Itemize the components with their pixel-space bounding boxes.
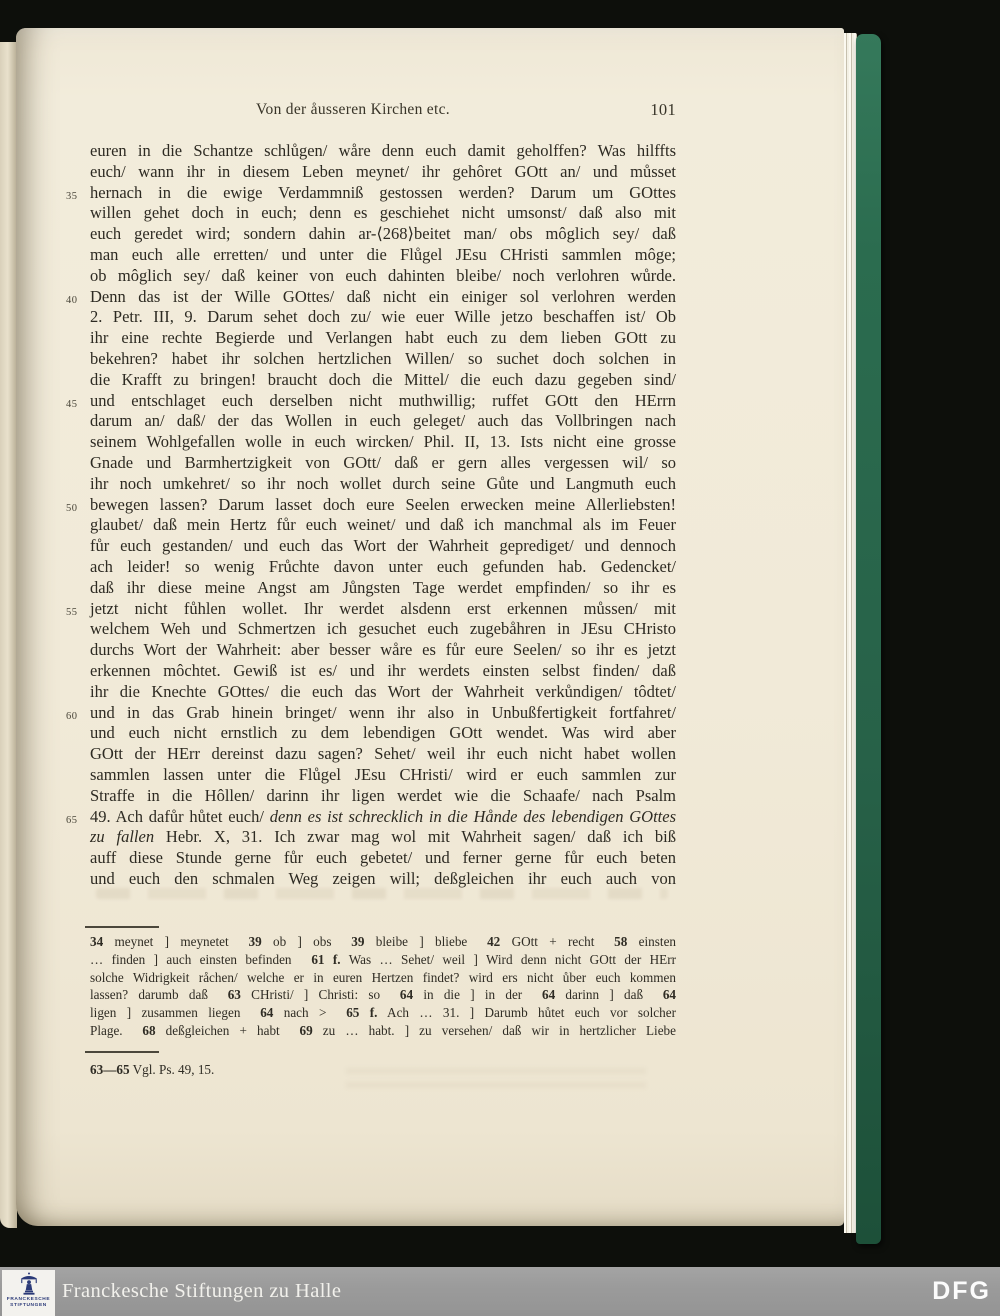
text-line xyxy=(90,848,676,869)
text-segment: 65 f. xyxy=(346,1005,378,1021)
text-line xyxy=(90,203,676,224)
apparatus-line xyxy=(90,1004,676,1022)
text-line xyxy=(66,182,676,204)
text-segment: CHristi/ ] Christi: so xyxy=(240,987,400,1003)
text-segment: 64 xyxy=(260,1005,274,1021)
text-segment: darum an/ daß/ der das Wollen in euch geleget/ auch das Vollbringen nach xyxy=(90,411,676,431)
text-segment: ihr noch umkehret/ so ihr noch wollet durch seine Gůte und Langmuth euch xyxy=(90,473,676,493)
text-segment: welchem Weh und Schmertzen ich gesuchet euch zugebåhren in JEsu CHristo xyxy=(90,619,676,639)
text-segment: daß ihr diese meine Angst am Jůngsten Tage werdet empfinden/ so ihr es xyxy=(90,577,676,597)
text-segment: zu … habt. ] zu versehen/ daß wir in hertzlicher Liebe xyxy=(312,1022,676,1038)
text-segment: 34 xyxy=(90,934,104,949)
text-line xyxy=(90,515,676,536)
text-segment: Denn das ist der Wille GOttes/ daß nicht ein einiger sol verlohren werden xyxy=(90,286,676,306)
text-segment: Was … Sehet/ weil ] Wird denn nicht GOtt der HErr xyxy=(340,951,676,967)
text-segment: ligen ] zusammen liegen xyxy=(90,1005,261,1021)
logo-caption-line2: STIFTUNGEN xyxy=(10,1302,47,1308)
book-cover-green xyxy=(856,34,881,1244)
text-segment: ob ] obs xyxy=(261,934,352,949)
apparatus-line xyxy=(90,986,676,1004)
text-line xyxy=(90,723,676,744)
text-line xyxy=(90,162,676,183)
text-line xyxy=(90,474,676,495)
text-segment: bewegen lassen? Darum lasset doch eure Seelen erwecken meine Allerliebsten! xyxy=(90,494,676,514)
margin-line-number: 65 xyxy=(66,814,78,826)
text-segment: willen gehet doch in euch; denn es geschiehet nicht umsonst/ daß also mit xyxy=(90,203,676,223)
text-segment: fůr euch gestanden/ und euch das Wort der Wahrheit geprediget/ und dennoch xyxy=(90,536,676,556)
book-page xyxy=(16,28,844,1226)
franckesche-stiftungen-logo xyxy=(2,1270,55,1316)
text-line xyxy=(90,370,676,391)
text-segment: in die ] in der xyxy=(413,987,542,1003)
monument-icon xyxy=(18,1272,40,1296)
apparatus-divider-rule xyxy=(85,926,159,928)
text-segment: Hebr. X, 31. Ich zwar mag wol mit Wahrheit sagen/ daß ich biß xyxy=(154,827,676,847)
text-segment: bleibe ] bliebe xyxy=(364,934,488,949)
text-line xyxy=(90,744,676,765)
text-segment: seinem Wohlgefallen wolle in euch wircken/ Phil. II, 13. Ists nicht eine grosse xyxy=(90,432,676,452)
text-segment: und euch nicht ernstlich zu dem lebendigen GOtt wendet. Was wird aber xyxy=(90,723,676,743)
text-segment: bekehren? habet ihr solchen hertzlichen Willen/ so suchet doch solchen in xyxy=(90,348,676,368)
text-segment: jetzt nicht fůhlen wollet. Ihr werdet alsdenn erst erkennen můssen/ mit xyxy=(90,598,676,618)
text-segment: GOtt + recht xyxy=(500,934,615,949)
text-line xyxy=(90,640,676,661)
text-segment: und in das Grab hinein bringet/ wenn ihr also in Unbußfertigkeit fortfahret/ xyxy=(90,702,676,722)
text-line xyxy=(90,141,676,162)
text-segment: 39 xyxy=(351,934,365,949)
critical-apparatus-block xyxy=(90,933,676,1040)
text-line xyxy=(90,328,676,349)
text-line xyxy=(90,453,676,474)
text-segment: meynet ] meynetet xyxy=(103,934,249,949)
text-segment: man euch alle erretten/ und unter die Flůgel JEsu CHristi sammlen môge; xyxy=(90,244,676,264)
page-number: 101 xyxy=(650,100,676,119)
text-segment: hernach in die ewige Verdammniß gestossen werden? Darum um GOttes xyxy=(90,182,676,202)
text-segment: 49. Ach dafůr hůtet euch/ xyxy=(90,806,270,826)
text-segment: auff diese Stunde gerne fůr euch gebetet/ und ferner gerne fůr euch beten xyxy=(90,848,676,868)
showthrough-smudge xyxy=(96,888,668,899)
text-segment: darinn ] daß xyxy=(555,987,663,1003)
margin-line-number: 60 xyxy=(66,710,78,722)
text-line xyxy=(90,619,676,640)
text-line xyxy=(66,702,676,724)
margin-line-number: 55 xyxy=(66,606,78,618)
main-text-block xyxy=(66,141,676,890)
text-segment: erkennen môchtet. Gewiß ist es/ und ihr werdets einsten selbst finden/ daß xyxy=(90,660,676,680)
viewer-footer-bar xyxy=(0,1267,1000,1316)
text-segment: euch geredet wird; sondern dahin ar-⟨268⟩beitet man/ obs môglich sey/ daß xyxy=(90,224,676,244)
text-segment: Straffe in die Hôllen/ darinn ihr ligen werdet wie die Schaafe/ nach Psalm xyxy=(90,785,676,805)
running-header xyxy=(90,101,676,123)
text-line xyxy=(90,245,676,266)
text-segment: 42 xyxy=(487,934,501,949)
text-line xyxy=(90,765,676,786)
text-segment: 64 xyxy=(662,987,677,1003)
text-segment: und euch den schmalen Weg zeigen will; deßgleichen ihr euch auch von xyxy=(90,868,676,888)
logo-caption-line1: FRANCKESCHE xyxy=(6,1297,51,1302)
reference-divider-rule xyxy=(85,1051,159,1053)
text-segment: ihr eine rechte Begierde und Verlangen habt euch zu dem lieben GOtt zu xyxy=(90,328,676,348)
text-line xyxy=(66,286,676,308)
text-segment: sammlen lassen unter die Flůgel JEsu CHristi/ wird er euch sammlen zur xyxy=(90,764,676,784)
running-title: Von der åusseren Kirchen etc. xyxy=(256,101,450,118)
institution-name: Franckesche Stiftungen zu Halle xyxy=(62,1280,342,1302)
text-line xyxy=(66,598,676,620)
text-segment: GOtt der HErr dereinst dazu sagen? Sehet/ weil ihr euch nicht habet wollen xyxy=(90,744,676,764)
text-segment: … finden ] auch einsten befinden xyxy=(90,951,312,967)
text-line xyxy=(66,390,676,412)
text-segment: glaubet/ daß mein Hertz fůr euch weinet/ und daß ich manchmal als im Feuer xyxy=(90,515,676,535)
text-segment: 63—65 xyxy=(90,1062,130,1077)
text-segment: ihr die Knechte GOttes/ die euch das Wort der Wahrheit verkůndigen/ tôdtet/ xyxy=(90,681,676,701)
text-segment: 2. Petr. III, 9. Darum sehet doch zu/ wie euer Wille jetzo beschaffen ist/ Ob xyxy=(90,307,676,327)
dfg-logo: DFG xyxy=(932,1277,991,1305)
text-segment: solche Widrigkeit råchen/ welche er in euren Hertzen findet? wird ers nicht ůber euch kommen xyxy=(90,969,676,985)
text-segment: ob môglich sey/ daß keiner von euch dahinten bleibe/ noch verlohren wůrde. xyxy=(90,265,676,285)
text-segment: Gnade und Barmhertzigkeit von GOtt/ daß er gern alles vergessen wil/ so xyxy=(90,452,676,472)
text-segment: Vgl. Ps. 49, 15. xyxy=(129,1062,215,1077)
text-segment: und entschlaget euch derselben nicht muthwillig; ruffet GOtt den HErrn xyxy=(90,390,676,410)
text-line xyxy=(90,557,676,578)
apparatus-line xyxy=(90,1022,676,1040)
text-segment: 39 xyxy=(248,934,262,949)
text-segment: 68 xyxy=(142,1022,156,1038)
text-segment: denn es ist schrecklich in die Hånde des lebendigen GOttes xyxy=(269,806,676,826)
apparatus-line xyxy=(90,951,676,969)
text-segment: 58 xyxy=(614,934,628,949)
text-line xyxy=(90,869,676,890)
text-line xyxy=(90,827,676,848)
text-segment: 64 xyxy=(399,987,414,1003)
text-segment: durchs Wort der Wahrheit: aber besser wåre es fůr eure Seelen/ so ihr es jetzt xyxy=(90,640,676,660)
text-line xyxy=(90,224,676,245)
text-segment: ach leider! so wenig Frůchte davon unter euch gefunden hab. Gedencket/ xyxy=(90,556,676,576)
text-segment: euren in die Schantze schlůgen/ wåre denn euch damit geholffen? Was hilffts xyxy=(90,141,676,160)
text-line xyxy=(66,806,676,828)
text-segment: deßgleichen + habt xyxy=(155,1022,300,1038)
text-line xyxy=(90,307,676,328)
text-line xyxy=(90,682,676,703)
reference-note xyxy=(90,1062,676,1078)
margin-line-number: 35 xyxy=(66,190,78,202)
text-line xyxy=(90,432,676,453)
text-segment: 64 xyxy=(541,987,556,1003)
text-line xyxy=(90,786,676,807)
text-segment: euch/ wann ihr in diesem Leben meynet/ ihr gehôret GOtt an/ und můsset xyxy=(90,161,676,181)
facing-page-edge xyxy=(0,42,17,1228)
text-line xyxy=(90,349,676,370)
text-segment: zu fallen xyxy=(90,827,155,847)
margin-line-number: 40 xyxy=(66,294,78,306)
logo-caption xyxy=(7,1297,50,1308)
text-line xyxy=(66,494,676,516)
apparatus-line xyxy=(90,933,676,951)
margin-line-number: 45 xyxy=(66,398,78,410)
text-segment: die Krafft zu bringen! braucht doch die Mittel/ die euch dazu gegeben sind/ xyxy=(90,369,676,389)
text-segment: nach > xyxy=(273,1005,347,1021)
margin-line-number: 50 xyxy=(66,502,78,514)
text-segment: Plage. xyxy=(90,1022,143,1038)
text-line xyxy=(90,266,676,287)
text-line xyxy=(90,411,676,432)
text-line xyxy=(90,578,676,599)
text-segment: einsten xyxy=(627,934,677,949)
text-segment: Ach … 31. ] Darumb hůtet euch vor solcher xyxy=(377,1005,676,1021)
text-segment: lassen? darumb daß xyxy=(90,987,228,1003)
apparatus-line xyxy=(90,969,676,987)
text-segment: 61 f. xyxy=(311,951,341,967)
text-line xyxy=(90,661,676,682)
text-segment: 63 xyxy=(227,987,241,1003)
text-line xyxy=(90,536,676,557)
text-segment: 69 xyxy=(299,1022,313,1038)
